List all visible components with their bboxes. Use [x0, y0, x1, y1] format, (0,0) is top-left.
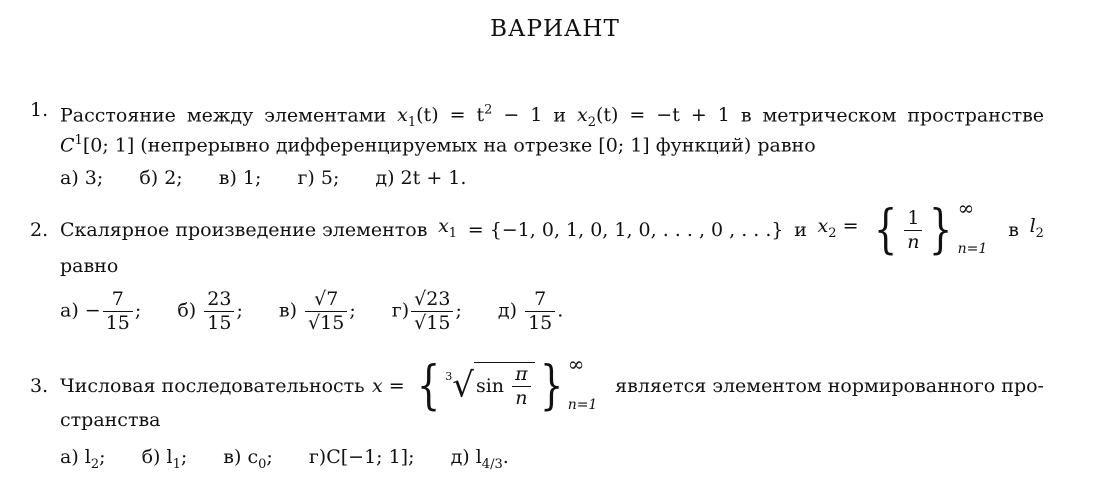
x1-term: $x_1(t) = t^2 - 1$: [397, 103, 543, 131]
option-b[interactable]: б) $\frac{23}{15}$ ;: [177, 288, 243, 334]
problem-text-line1: Числовая последовательность x = { $^3$√ sin $\frac{\pi}{n}$ } ∞ n=1 является элементом нормированного про-: [60, 352, 1044, 416]
option-d[interactable]: г) 5;: [297, 167, 340, 189]
sequence-braces: { $^3$√ sin $\frac{\pi}{n}$ } ∞ n=1: [412, 356, 607, 416]
problem-number: 2.: [30, 219, 49, 241]
option-c[interactable]: в) $\frac{√7}{√15}$ ;: [278, 288, 356, 334]
sequence-limits: ∞ n=1: [957, 196, 988, 257]
space-term: $l_2$: [1029, 215, 1044, 241]
answer-options-1: [60, 166, 496, 189]
option-b[interactable]: б) 2;: [139, 167, 183, 189]
fraction: $\frac{1}{n}$: [904, 207, 922, 254]
cube-root: $^3$√ sin $\frac{\pi}{n}$: [445, 362, 534, 410]
option-e[interactable]: д) 2t + 1.: [375, 167, 467, 189]
x2-term: $x_2(t) = -t + 1$: [576, 104, 730, 131]
problem-number: 3.: [30, 375, 49, 397]
sequence: = {−1, 0, 1, 0, 1, 0, . . . , 0 , . . .}: [467, 218, 784, 241]
option-d[interactable]: г)C[−1; 1];: [308, 446, 415, 468]
option-a[interactable]: а) $l_2$;: [60, 446, 106, 472]
sequence-braces: { $\frac{1}{n}$ } ∞ n=1: [869, 200, 997, 260]
problem-text-line2: $C^1[0$; 1] (непрерывно дифференцируемых на отрезке [0; 1] функций) равно: [60, 133, 816, 157]
answer-options-3: [60, 446, 539, 472]
option-a[interactable]: а) 3;: [60, 167, 104, 189]
option-e[interactable]: д) $\frac{7}{15}$ .: [497, 288, 564, 334]
answer-options-2: [60, 288, 593, 335]
problem-text-line1: Скалярное произведение элементов $x_1$ = {−1, 0, 1, 0, 1, 0, . . . , 0 , . . .} и $x_2$ = { $\frac{1}{n}$ } ∞ n=1 в $l_2$: [60, 196, 1044, 260]
problem-text-line2: равно: [60, 255, 119, 277]
problem-number: 1.: [30, 99, 49, 121]
problem-text-line1: Расстояние между элементами $x_1(t) = t^2 - 1$ и $x_2(t) = -t + 1$ в метрическом пространстве: [60, 103, 1045, 131]
x2-term: $x_2$ =: [817, 215, 859, 241]
option-d[interactable]: г) $\frac{√23}{√15}$ ;: [391, 288, 462, 334]
option-c[interactable]: в) $c_0$;: [223, 446, 273, 472]
option-a[interactable]: а) − $\frac{7}{15}$ ;: [60, 288, 142, 334]
sequence-limits: ∞ n=1: [567, 352, 598, 413]
page-title: ВАРИАНТ: [490, 16, 620, 42]
option-e[interactable]: д) $l_{4/3}$.: [450, 446, 509, 472]
option-b[interactable]: б) $l_1$;: [141, 446, 188, 472]
option-c[interactable]: в) 1;: [218, 167, 262, 189]
problem-3: [30, 352, 1044, 440]
x1-term: $x_1$: [438, 215, 458, 241]
problem-text-line2: странства: [60, 409, 161, 431]
problem-2: [30, 196, 1044, 280]
